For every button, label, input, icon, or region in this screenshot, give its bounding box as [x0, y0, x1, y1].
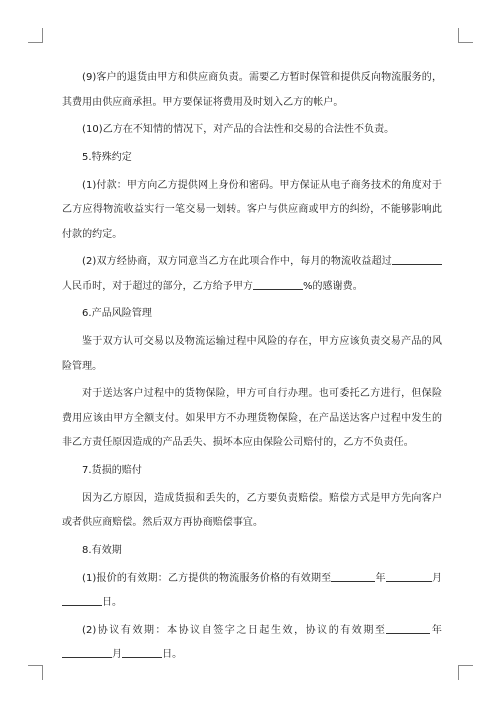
text-segment: (2)协议有效期：本协议自签字之日起生效，协议的有效期至 [82, 624, 387, 636]
document-body [62, 66, 442, 671]
fill-blank[interactable] [62, 646, 112, 658]
risk-paragraph-1: 鉴于双方认可交易以及物流运输过程中风险的存在，甲方应该负责交易产品的风险管理。 [62, 336, 442, 372]
text-segment: (2)双方经协商，双方同意当乙方在此项合作中，每月的物流收益超过 [82, 256, 392, 268]
fill-blank[interactable] [331, 570, 375, 582]
crop-mark-top-left [28, 28, 43, 43]
special-clause-2 [62, 250, 442, 299]
risk-paragraph-2: 对于送达客户过程中的货物保险，甲方可自行办理。也可委托乙方进行，但保险费用应该由甲方全额支付。如果甲方不办理货物保险，在产品送达客户过程中发生的非乙方责任原因造成的产品丢失、损坏本应由保险公司赔付的，乙方不负责任。 [62, 388, 442, 449]
clause-10: (10)乙方在不知情的情况下，对产品的合法性和交易的合法性不负责。 [82, 124, 395, 136]
text-segment: (1)报价的有效期：乙方提供的物流服务价格的有效期至 [82, 572, 332, 584]
fill-blank[interactable] [386, 570, 432, 582]
year-label: 年 [430, 624, 442, 636]
damage-paragraph: 因为乙方原因，造成货损和丢失的，乙方要负责赔偿。赔偿方式是甲方先向客户或者供应商赔偿。然后双方再协商赔偿事宜。 [62, 492, 442, 529]
section-heading-6: 6.产品风险管理 [82, 308, 152, 320]
section-heading-8: 8.有效期 [82, 544, 122, 556]
validity-clause-2 [62, 619, 442, 668]
month-label: 月 [112, 649, 123, 661]
section-heading-7: 7.货损的赔付 [82, 465, 142, 476]
text-segment: %的感谢费。 [302, 280, 363, 292]
crop-mark-top-right [458, 28, 473, 43]
clause-9: (9)客户的退货由甲方和供应商负责。需要乙方暂时保管和提供反向物流服务的，其费用由供应商承担。甲方要保证将费用及时划入乙方的帐户。 [62, 72, 442, 108]
fill-blank[interactable] [253, 278, 303, 290]
text-segment: 人民币时，对于超过的部分，乙方给予甲方 [62, 280, 253, 292]
special-clause-1: (1)付款：甲方向乙方提供网上身份和密码。甲方保证从电子商务技术的角度对于乙方应得物流收益实行一笔交易一划转。客户与供应商或甲方的纠纷，不能够影响此付款的约定。 [62, 179, 442, 240]
fill-blank[interactable] [62, 594, 102, 606]
validity-clause-1 [62, 567, 442, 616]
fill-blank[interactable] [122, 646, 162, 658]
fill-blank[interactable] [386, 622, 430, 634]
section-heading-5: 5.特殊约定 [82, 151, 132, 163]
fill-blank[interactable] [392, 253, 442, 265]
year-label: 年 [375, 572, 386, 584]
crop-mark-bottom-left [28, 665, 43, 680]
crop-mark-bottom-right [458, 665, 473, 680]
day-label: 日。 [162, 649, 183, 661]
month-label: 月 [431, 572, 442, 584]
day-label: 日。 [102, 597, 123, 609]
